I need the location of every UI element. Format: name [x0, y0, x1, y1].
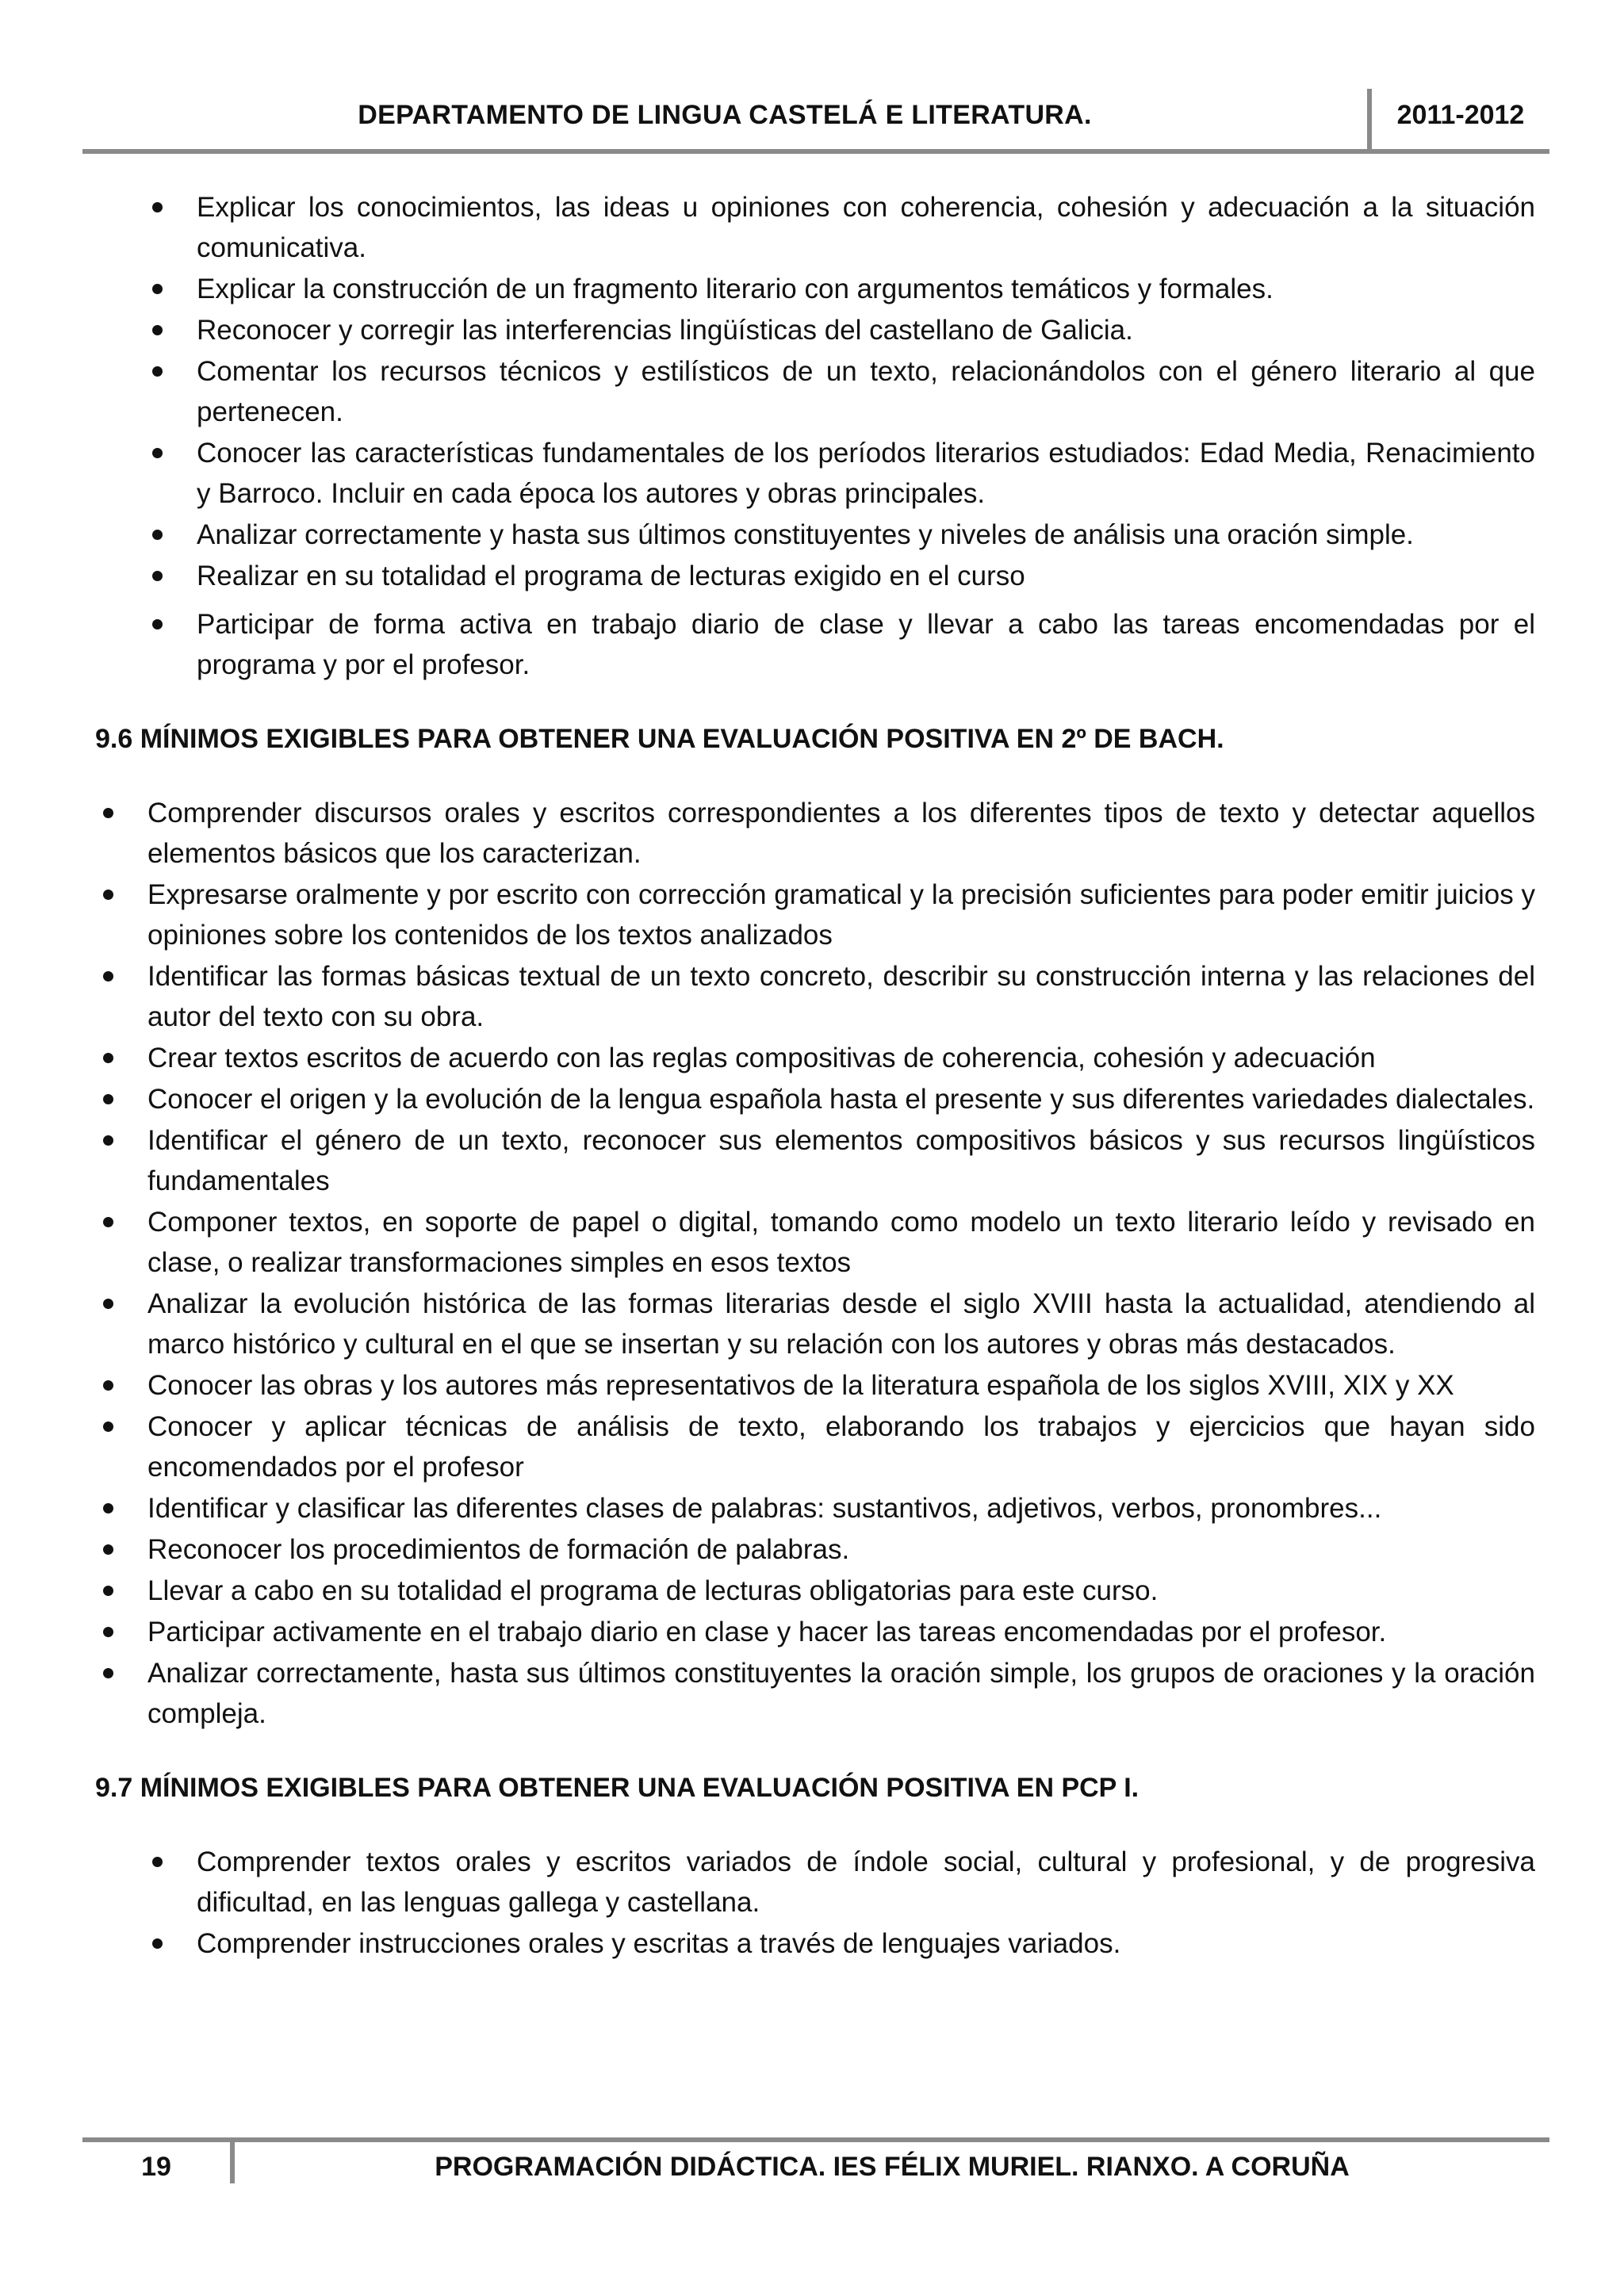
- list-item: Conocer y aplicar técnicas de análisis de texto, elaborando los trabajos y ejercicios que hayan sido encomendados por el profesor: [95, 1406, 1535, 1487]
- bullet-icon: [103, 1586, 113, 1596]
- objectives-list: [95, 187, 1535, 685]
- list-item: Conocer las características fundamentales de los períodos literarios estudiados: Edad Media, Renacimiento y Barroco. Incluir en cada época los autores y obras principales.: [95, 433, 1535, 514]
- list-item: Comentar los recursos técnicos y estilísticos de un texto, relacionándolos con el género literario al que pertenecen.: [95, 351, 1535, 432]
- bullet-icon: [152, 1857, 163, 1867]
- bullet-icon: [103, 808, 113, 818]
- footer-title: PROGRAMACIÓN DIDÁCTICA. IES FÉLIX MURIEL. RIANXO. A CORUÑA: [435, 2152, 1350, 2182]
- bullet-icon: [152, 619, 163, 629]
- bullet-icon: [152, 366, 163, 377]
- list-item: Conocer el origen y la evolución de la lengua española hasta el presente y sus diferentes variedades dialectales.: [95, 1079, 1535, 1119]
- bullet-icon: [103, 1053, 113, 1063]
- bullet-icon: [103, 890, 113, 900]
- bullet-icon: [152, 202, 163, 212]
- list-item: Conocer las obras y los autores más representativos de la literatura española de los siglos XVIII, XIX y XX: [95, 1365, 1535, 1406]
- bullet-icon: [103, 1217, 113, 1227]
- bullet-icon: [103, 1380, 113, 1391]
- list-item: Participar activamente en el trabajo diario en clase y hacer las tareas encomendadas por el profesor.: [95, 1612, 1535, 1652]
- header-rule: [82, 149, 1549, 154]
- list-item: Identificar el género de un texto, reconocer sus elementos compositivos básicos y sus recursos lingüísticos fundamentales: [95, 1120, 1535, 1201]
- page-header: [82, 89, 1549, 152]
- list-item: Comprender discursos orales y escritos correspondientes a los diferentes tipos de texto y detectar aquellos elementos básicos que los caracterizan.: [95, 793, 1535, 874]
- bullet-icon: [152, 571, 163, 581]
- list-item: Analizar la evolución histórica de las formas literarias desde el siglo XVIII hasta la actualidad, atendiendo al marco histórico y cultural en el que se insertan y su relación con los autores y obras más destacados.: [95, 1284, 1535, 1364]
- list-item: Realizar en su totalidad el programa de lecturas exigido en el curso: [95, 556, 1535, 596]
- list-item: Llevar a cabo en su totalidad el programa de lecturas obligatorias para este curso.: [95, 1571, 1535, 1611]
- section-heading-9-7: 9.7 MÍNIMOS EXIGIBLES PARA OBTENER UNA EVALUACIÓN POSITIVA EN PCP I.: [95, 1773, 1139, 1803]
- header-title: DEPARTAMENTO DE LINGUA CASTELÁ E LITERATURA.: [358, 100, 1092, 130]
- list-item: Explicar los conocimientos, las ideas u opiniones con coherencia, cohesión y adecuación a la situación comunicativa.: [95, 187, 1535, 268]
- bullet-icon: [103, 1544, 113, 1555]
- list-item: Identificar y clasificar las diferentes clases de palabras: sustantivos, adjetivos, verbos, pronombres...: [95, 1488, 1535, 1529]
- bullet-icon: [152, 284, 163, 294]
- list-item: Crear textos escritos de acuerdo con las reglas compositivas de coherencia, cohesión y adecuación: [95, 1038, 1535, 1078]
- bullet-icon: [152, 325, 163, 335]
- list-item: Comprender instrucciones orales y escritas a través de lenguajes variados.: [95, 1923, 1535, 1964]
- list-item: Analizar correctamente, hasta sus últimos constituyentes la oración simple, los grupos de oraciones y la oración compleja.: [95, 1653, 1535, 1734]
- page-number: 19: [141, 2152, 171, 2182]
- bullet-icon: [103, 1627, 113, 1637]
- list-item: Componer textos, en soporte de papel o digital, tomando como modelo un texto literario leído y revisado en clase, o realizar transformaciones simples en esos textos: [95, 1202, 1535, 1283]
- list-item: Reconocer y corregir las interferencias lingüísticas del castellano de Galicia.: [95, 310, 1535, 350]
- list-item: Identificar las formas básicas textual de un texto concreto, describir su construcción interna y las relaciones del autor del texto con su obra.: [95, 956, 1535, 1037]
- bullet-icon: [103, 1503, 113, 1513]
- list-item: Reconocer los procedimientos de formación de palabras.: [95, 1529, 1535, 1570]
- bullet-icon: [103, 1422, 113, 1432]
- section-heading-9-6: 9.6 MÍNIMOS EXIGIBLES PARA OBTENER UNA EVALUACIÓN POSITIVA EN 2º DE BACH.: [95, 724, 1224, 754]
- bullet-icon: [152, 530, 163, 540]
- bullet-icon: [152, 1938, 163, 1949]
- bullet-icon: [152, 448, 163, 458]
- list-item: Explicar la construcción de un fragmento literario con argumentos temáticos y formales.: [95, 269, 1535, 309]
- footer-rule: [82, 2137, 1549, 2142]
- header-year: 2011-2012: [1396, 100, 1525, 130]
- bullet-icon: [103, 1135, 113, 1146]
- bullet-icon: [103, 1094, 113, 1104]
- list-item: Participar de forma activa en trabajo diario de clase y llevar a cabo las tareas encomendadas por el programa y por el profesor.: [95, 604, 1535, 685]
- page-content: [95, 187, 1535, 1965]
- list-item: Analizar correctamente y hasta sus últimos constituyentes y niveles de análisis una oración simple.: [95, 515, 1535, 555]
- bullet-icon: [103, 1668, 113, 1678]
- section-9-7-list: [95, 1842, 1535, 1964]
- page-footer: [82, 2137, 1549, 2201]
- bullet-icon: [103, 971, 113, 982]
- list-item: Comprender textos orales y escritos variados de índole social, cultural y profesional, y de progresiva dificultad, en las lenguas gallega y castellana.: [95, 1842, 1535, 1923]
- bullet-icon: [103, 1299, 113, 1309]
- list-item: Expresarse oralmente y por escrito con corrección gramatical y la precisión suficientes para poder emitir juicios y opiniones sobre los contenidos de los textos analizados: [95, 874, 1535, 955]
- section-9-6-list: [95, 793, 1535, 1734]
